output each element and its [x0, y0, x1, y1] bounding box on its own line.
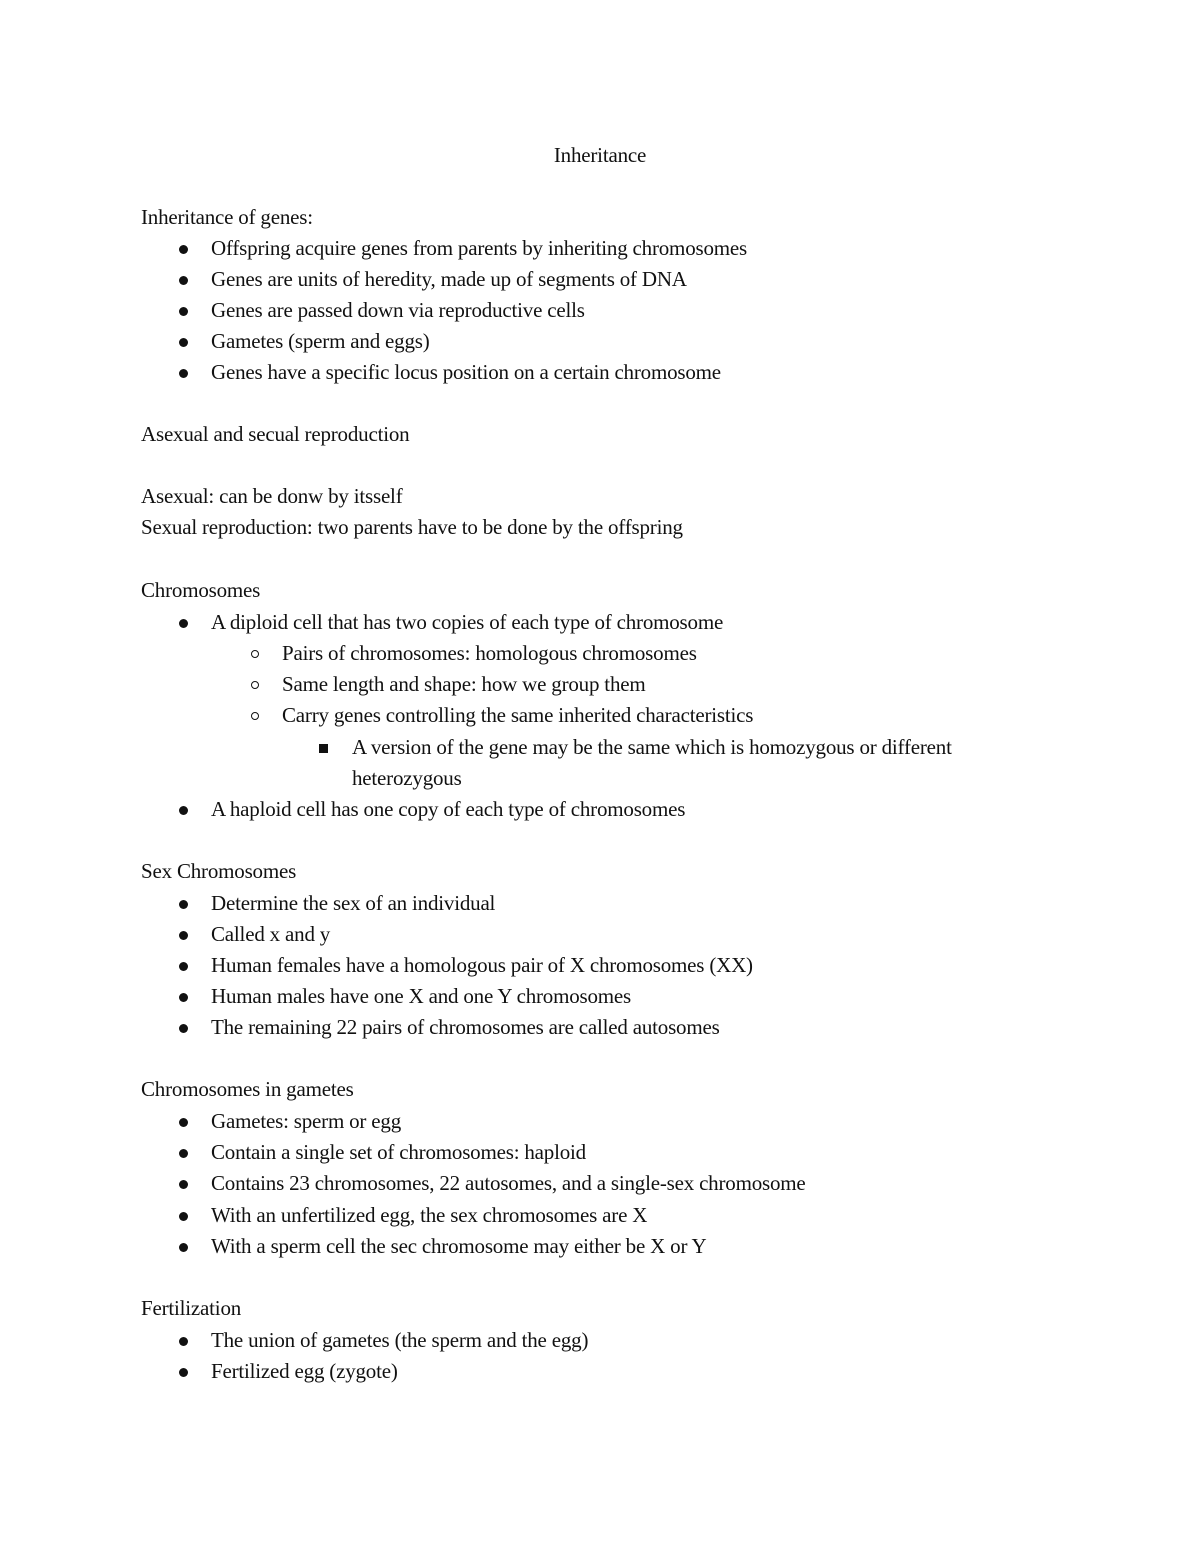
section-heading: Chromosomes in gametes	[141, 1077, 354, 1101]
list-item: Gametes: sperm or egg	[211, 1106, 401, 1137]
sub-list-item: Carry genes controlling the same inherited characteristics	[282, 700, 753, 731]
list-item: Called x and y	[211, 919, 330, 950]
list-item: The union of gametes (the sperm and the egg)	[211, 1325, 588, 1356]
list-item: Determine the sex of an individual	[211, 888, 495, 919]
section-heading: Fertilization	[141, 1296, 242, 1320]
list-item: Human males have one X and one Y chromosomes	[211, 981, 631, 1012]
list-item: The remaining 22 pairs of chromosomes are called autosomes	[211, 1012, 720, 1043]
text-line: Asexual: can be donw by itsself	[141, 484, 403, 508]
list-item: Genes are units of heredity, made up of segments of DNA	[211, 264, 687, 295]
list-item: Contains 23 chromosomes, 22 autosomes, and a single-sex chromosome	[211, 1168, 806, 1199]
sub-sub-list-item-continuation: heterozygous	[352, 766, 462, 790]
list-item: Genes are passed down via reproductive cells	[211, 295, 585, 326]
list-item: Genes have a specific locus position on a certain chromosome	[211, 357, 721, 388]
list-item: Gametes (sperm and eggs)	[211, 326, 430, 357]
section-heading: Sex Chromosomes	[141, 859, 297, 883]
page-title: Inheritance	[553, 143, 647, 167]
list-item: Contain a single set of chromosomes: haploid	[211, 1137, 586, 1168]
list-item: With an unfertilized egg, the sex chromosomes are X	[211, 1200, 647, 1231]
sub-list-item: Pairs of chromosomes: homologous chromosomes	[282, 638, 697, 669]
list-item: Offspring acquire genes from parents by inheriting chromosomes	[211, 233, 747, 264]
section-heading: Chromosomes	[141, 578, 261, 602]
list-item: A diploid cell that has two copies of each type of chromosome	[211, 607, 723, 638]
text-line: Sexual reproduction: two parents have to be done by the offspring	[141, 515, 683, 539]
list-item: With a sperm cell the sec chromosome may either be X or Y	[211, 1231, 706, 1262]
list-item: Fertilized egg (zygote)	[211, 1356, 398, 1387]
list-item: Human females have a homologous pair of X chromosomes (XX)	[211, 950, 753, 981]
sub-list-item: Same length and shape: how we group them	[282, 669, 646, 700]
section-heading: Inheritance of genes:	[141, 205, 313, 229]
sub-sub-list-item: A version of the gene may be the same which is homozygous or different	[352, 732, 952, 763]
list-item: A haploid cell has one copy of each type of chromosomes	[211, 794, 685, 825]
section-heading: Asexual and secual reproduction	[141, 422, 410, 446]
